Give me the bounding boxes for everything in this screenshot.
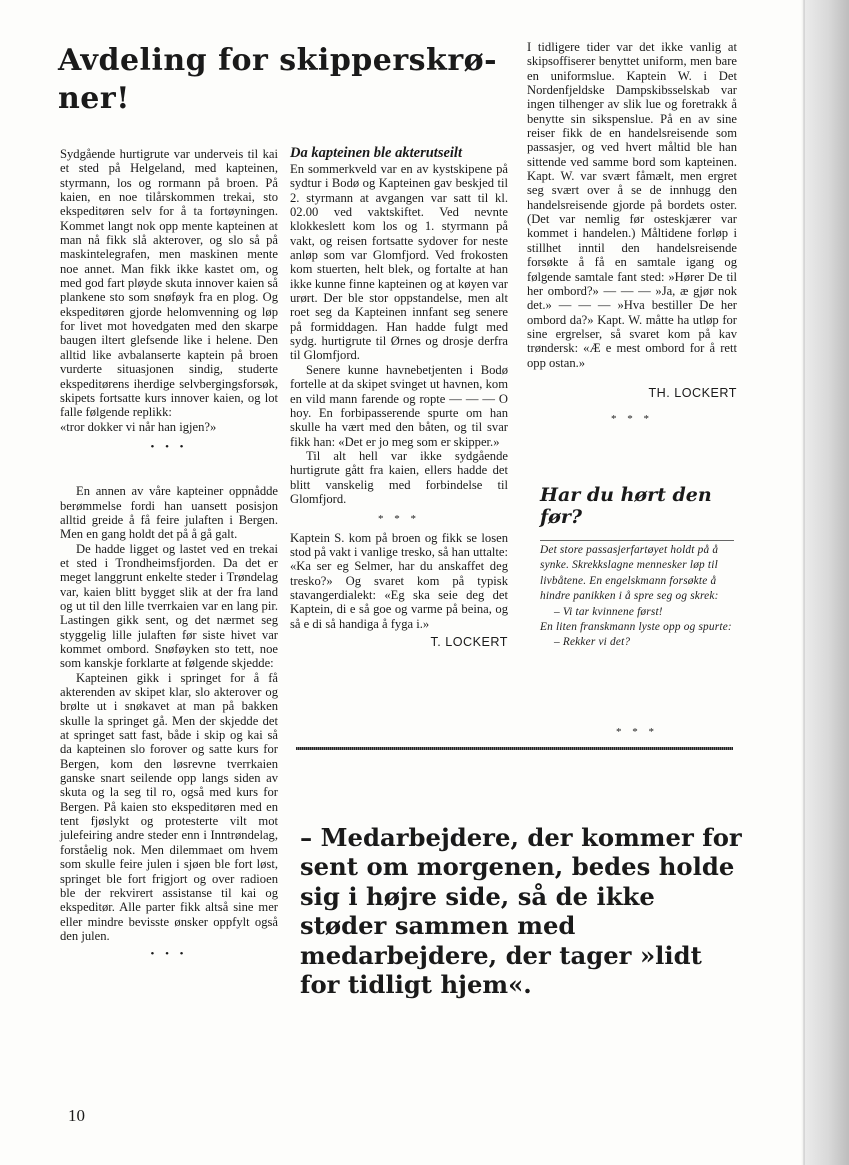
column-2 xyxy=(290,145,508,649)
author-signature: T. LOCKERT xyxy=(430,635,508,649)
joke-heading: Har du hørt den før? xyxy=(540,484,712,528)
story-paragraph: Sydgående hurtigrute var underveis til kai et sted på Helgeland, med kapteinen, styrmann, los og rormann på broen. På kaien, en noe tilårskommen trekai, sto ekspeditøren selv for å ta fortøyningen. Kommet langt nok opp mente kapteinen at man nå fikk slå akterover, og slo så på maskintelegrafen, men maskinen mente noe annet. Man fikk ikke kastet om, og med god fart pløyde skuta innover kaien så plankene sto som snøføyk fra en plog. Og ekspeditøren gjorde helomvenning og løp for livet mot hovedgaten med den skarpe baugen iltert glefsende like i helene. Den alltid like avbalanserte kaptein på broen vurderte situasjonen sindig, studerte ekspeditørens iherdige selvbergingsforsøk, skipets fortsatte kurs innover kaien, og lot falle følgende replikk: xyxy=(60,147,278,420)
joke-box xyxy=(540,540,734,651)
joke-text: En liten franskmann lyste opp og spurte: xyxy=(540,621,732,634)
story-paragraph: Kaptein S. kom på broen og fikk se losen stod på vakt i vanlige tresko, så han uttalte: «Ka ser eg Selmer, har du anskaffet deg tresko?» Og svaret kom på typisk stavangerdialekt: «Eg ska seie deg det Kaptein, di e så goe og varme på beina, og så e di så handiga å fyga i.» xyxy=(290,530,508,631)
story-paragraph: Kapteinen gikk i springet for å få akterenden av skipet klar, slo akterover og brølte ut i snøkavet at man på bakken skulle la springet gå. Men der skjedde det at springet satt fast, både i skip og kai så da kapteinen slo forover og satte kurs for Bergen, kom den løsrevne tverrkaien ganske snart seilende opp langs siden av skuta og la seg til ro, også med kurs for Bergen. På kaien sto ekspeditøren med en tent fjøslykt og protesterte vilt mot julefeiring andre steder enn i Inntrøndelag, forståelig nok. Men dilemmaet om hvem som skulle feire julen i sjøen ble fort løst, springet ble fort frigjort og over radioen ble der rekvirert assistanse til kai og ekspeditør. Alle parter fikk altså sine mer eller mindre bevisste ønsker oppfylt også den julen. xyxy=(60,670,278,943)
column-3 xyxy=(527,40,737,427)
story-paragraph: De hadde ligget og lastet ved en trekai et sted i Trondheimsfjorden. Da det er meget langgrunt enkelte steder i Trøndelag var, kaien blitt bygget slik at der fra land og ut til den lille tverrkaien var en lang pir. Lastingen gikk sent, og det nærmet seg styggelig lille julaften før siste hivet var kommet ombord. Snøføyken sto tett, noe som kanskje forklarte at følgende skjedde: xyxy=(60,541,278,671)
story-paragraph: En annen av våre kapteiner oppnådde berømmelse fordi han uansett posisjon alltid greide å få feire julaften i Bergen. Men en gang holdt det på å gå galt. xyxy=(60,484,278,542)
horizontal-rule xyxy=(296,747,733,750)
column-1 xyxy=(60,147,278,962)
story-quote: «tror dokker vi når han igjen?» xyxy=(60,419,217,434)
page-binding-edge xyxy=(803,0,849,1165)
joke-text: – Vi tar kvinnene først! xyxy=(554,605,663,618)
story-paragraph: Senere kunne havnebetjenten i Bodø fortelle at da skipet svinget ut havnen, kom en vild mann farende og ropte — — — O hoy. En forbipasserende spurte om han skulle ha vært med den båten, og til svar fikk han: «Det er jo meg som er skipper.» xyxy=(290,362,508,449)
joke-text: Det store passasjerfartøyet holdt på å synke. Skrekkslagne mennesker løp til livbåtene. En engelskmann forsøkte å hindre panikken i å spre seg og skrek: xyxy=(540,544,719,603)
joke-text: – Rekker vi det? xyxy=(554,636,631,649)
page-binding-shadow xyxy=(801,0,805,1165)
notice-text: – Medarbejdere, der kommer for sent om morgenen, bedes holde sig i højre side, så de ikke støder sammen med medarbejdere, der tager »lidt for tidligt hjem«. xyxy=(300,823,742,1000)
story-paragraph: En sommerkveld var en av kystskipene på sydtur i Bodø og Kapteinen gav beskjed til 2. styrmann at avgangen var satt til kl. 02.00 ved vaktskiftet. Ved nevnte klokkeslett kom los og 1. styrmann på vakt, og reisen fortsatte sydover for neste anløp som var Glomfjord. Ved frokosten kom stuerten, helt blek, og fortalte at han ikke kunne finne kapteinen og at køyen var urørt. Der ble stor oppstandelse, men alt roet seg da Kapteinen innfant seg senere på formiddagen. Han hadde fulgt med sydg. hurtigrute til Ørnes og drosje derfra til Glomfjord. xyxy=(290,162,508,363)
section-separator: • • • xyxy=(150,948,188,961)
page-number: 10 xyxy=(68,1106,85,1125)
story-paragraph: I tidligere tider var det ikke vanlig at skipsoffiserer benyttet uniform, men bare en uniformslue. Kaptein W. i Det Nordenfjeldske Dampskibsselskab var ingen tilhenger av slik lue og foretrakk å benytte sin sikspenslue. På en av sine reiser fikk de en handelsreisende som passasjer, og ved hvert måltid ble han sittende ved samme bord som kapteinen. Kapt. W. var svært fåmælt, men ergret seg svært over å se de innhugg den handelsreisende gjorde på bordets oster. (Det var nemlig før osteskjærer var kommet i handelen.) Måltidene forløp i stillhet inntil den handelsreisende forsøkte å få en samtale igang og følgende samtale fant sted: »Hører De til her ombord?» — — — »Ja, æ gjør nok det.» — — — »Hva bestiller De her ombord da?» Kapt. W. måtte ha utløp for sine ergrelser, så svaret kom på kav trøndersk: «Æ e mest ombord for å rett opp ostan.» xyxy=(527,40,737,370)
article-title: Avdeling for skipperskrø-ner! xyxy=(58,43,498,116)
section-separator: * * * xyxy=(378,513,420,526)
section-separator: • • • xyxy=(150,440,188,453)
story-subheading: Da kapteinen ble akterutseilt xyxy=(290,145,462,161)
section-separator: * * * xyxy=(611,413,653,426)
author-signature: TH. LOCKERT xyxy=(648,385,737,400)
story-paragraph: Til alt hell var ikke sydgående hurtigrute gått fra kaien, ellers hadde det blitt vanskelig med forbindelse til Glomfjord. xyxy=(290,448,508,506)
section-separator: * * * xyxy=(616,726,658,738)
